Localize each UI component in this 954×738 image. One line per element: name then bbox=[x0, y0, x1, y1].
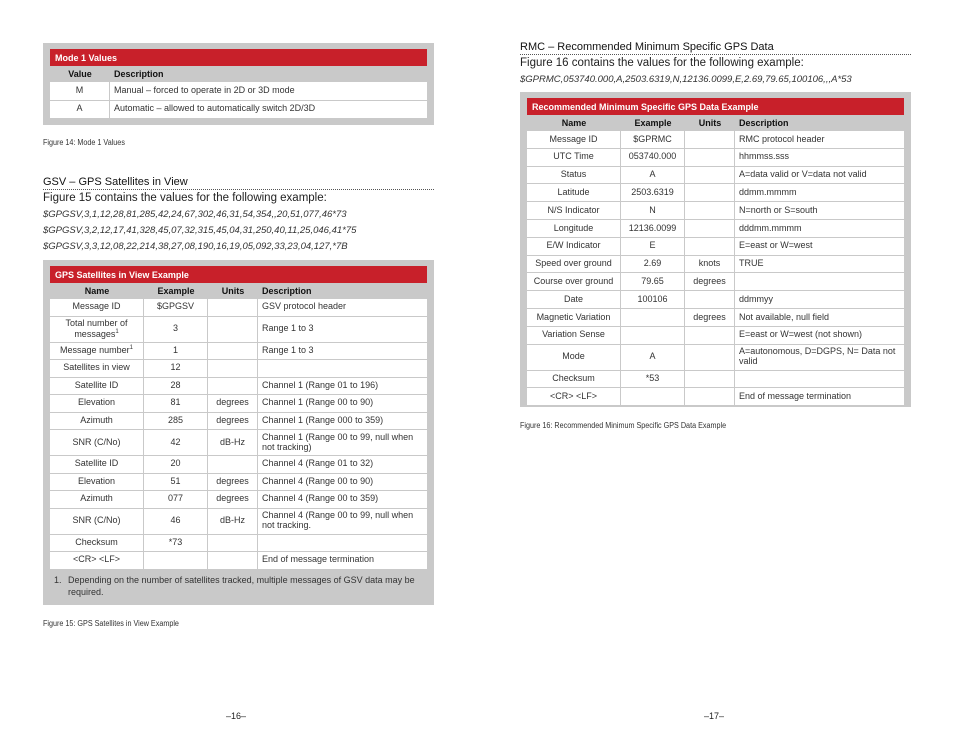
mode1-table-title: Mode 1 Values bbox=[50, 49, 427, 66]
cell-text: Course over ground bbox=[533, 275, 614, 286]
table-cell bbox=[144, 343, 208, 361]
cell-text: A bbox=[649, 169, 656, 180]
table-cell bbox=[50, 82, 110, 101]
header-units: Units bbox=[698, 118, 722, 128]
cell-text: 3 bbox=[172, 323, 178, 334]
table-row bbox=[50, 317, 427, 343]
table-cell bbox=[621, 149, 685, 167]
table-cell bbox=[50, 509, 144, 535]
gsv-example-3: $GPGSV,3,3,12,08,22,214,38,27,08,190,16,19,05,092,33,23,04,127,*7B bbox=[43, 241, 348, 252]
table-cell bbox=[208, 360, 258, 378]
rmc-table-box bbox=[520, 92, 911, 407]
table-cell bbox=[208, 343, 258, 361]
rmc-table-title: Recommended Minimum Specific GPS Data Example bbox=[527, 98, 904, 115]
table-cell bbox=[527, 291, 621, 309]
table-cell bbox=[258, 535, 427, 553]
cell-text: Channel 1 (Range 00 to 99, null when not tracking) bbox=[262, 431, 414, 452]
table-cell bbox=[208, 474, 258, 492]
table-row bbox=[527, 388, 904, 406]
gsv-table-box bbox=[43, 260, 434, 605]
table-cell bbox=[50, 430, 144, 456]
table-cell bbox=[258, 395, 427, 413]
figure16-caption: Figure 16: Recommended Minimum Specific GPS Data Example bbox=[520, 421, 727, 430]
cell-text: Range 1 to 3 bbox=[262, 323, 314, 334]
table-cell bbox=[50, 378, 144, 396]
table-cell bbox=[527, 309, 621, 327]
table-cell bbox=[258, 317, 427, 343]
table-cell bbox=[50, 413, 144, 431]
footnote-text: Depending on the number of satellites tracked, multiple messages of GSV data may be required. bbox=[68, 574, 415, 597]
cell-text: Range 1 to 3 bbox=[262, 344, 314, 355]
cell-text: ddmm.mmmm bbox=[739, 186, 797, 197]
cell-text: Channel 1 (Range 00 to 90) bbox=[262, 397, 374, 408]
rmc-example: $GPRMC,053740.000,A,2503.6319,N,12136.0099,E,2.69,79.65,100106,,,A*53 bbox=[520, 74, 852, 85]
cell-text: 100106 bbox=[637, 293, 668, 304]
table-cell bbox=[208, 378, 258, 396]
cell-text: E=east or W=west bbox=[739, 240, 813, 251]
table-cell bbox=[144, 317, 208, 343]
table-row bbox=[527, 184, 904, 202]
rmc-table-body bbox=[527, 131, 904, 406]
table-row bbox=[50, 491, 427, 509]
cell-text: Checksum bbox=[75, 536, 118, 547]
cell-text: 077 bbox=[167, 493, 184, 504]
table-cell bbox=[685, 220, 735, 238]
table-cell bbox=[527, 202, 621, 220]
table-cell bbox=[110, 101, 427, 120]
cell-text: Longitude bbox=[553, 222, 594, 233]
table-row bbox=[50, 343, 427, 361]
table-cell bbox=[258, 474, 427, 492]
footnote-marker: 1 bbox=[115, 328, 119, 335]
cell-text: SNR (C/No) bbox=[72, 436, 121, 447]
gsv-table-title: GPS Satellites in View Example bbox=[50, 266, 427, 283]
table-row bbox=[527, 220, 904, 238]
cell-text: Channel 1 (Range 000 to 359) bbox=[262, 414, 384, 425]
cell-text: degrees bbox=[693, 311, 726, 322]
table-cell bbox=[685, 345, 735, 371]
cell-text: Not available, null field bbox=[739, 311, 830, 322]
table-cell bbox=[144, 456, 208, 474]
table-row bbox=[50, 456, 427, 474]
table-cell bbox=[258, 491, 427, 509]
cell-text: <CR> <LF> bbox=[72, 554, 121, 565]
cell-text: Status bbox=[560, 169, 587, 180]
gsv-table bbox=[50, 283, 427, 570]
table-row bbox=[50, 299, 427, 317]
cell-text: Channel 4 (Range 00 to 99, null when not tracking. bbox=[262, 510, 414, 530]
gsv-example-1: $GPGSV,3,1,12,28,81,285,42,24,67,302,46,31,54,354,,20,51,077,46*73 bbox=[43, 209, 347, 220]
table-cell bbox=[50, 474, 144, 492]
table-cell bbox=[527, 167, 621, 185]
cell-text: 79.65 bbox=[641, 275, 664, 286]
header-description: Description bbox=[114, 69, 164, 79]
table-row bbox=[50, 82, 427, 101]
figure15-caption: Figure 15: GPS Satellites in View Example bbox=[43, 619, 179, 628]
cell-text: Elevation bbox=[77, 475, 116, 486]
cell-text: Satellite ID bbox=[74, 379, 119, 390]
cell-text: degrees bbox=[216, 475, 249, 486]
table-row bbox=[527, 131, 904, 149]
header-name: Name bbox=[84, 286, 110, 296]
cell-text: N bbox=[649, 204, 656, 215]
mode1-table bbox=[50, 66, 427, 119]
table-cell bbox=[208, 317, 258, 343]
cell-text: Automatic – allowed to automatically switch 2D/3D bbox=[114, 103, 316, 114]
cell-text: A bbox=[649, 351, 656, 362]
table-cell bbox=[144, 378, 208, 396]
cell-text: Channel 4 (Range 01 to 32) bbox=[262, 458, 374, 469]
table-cell bbox=[144, 535, 208, 553]
cell-text: degrees bbox=[216, 414, 249, 425]
table-row bbox=[527, 167, 904, 185]
table-cell bbox=[208, 509, 258, 535]
table-cell bbox=[50, 395, 144, 413]
table-cell bbox=[735, 131, 904, 149]
cell-text: Message ID bbox=[72, 301, 121, 312]
table-cell bbox=[208, 552, 258, 570]
cell-text: Total number of messages bbox=[65, 317, 128, 339]
table-cell bbox=[208, 413, 258, 431]
cell-text: *73 bbox=[168, 536, 183, 547]
cell-text: Satellites in view bbox=[63, 362, 130, 373]
table-cell bbox=[621, 184, 685, 202]
table-cell bbox=[685, 388, 735, 406]
table-row bbox=[50, 535, 427, 553]
cell-text: Message ID bbox=[549, 133, 598, 144]
cell-text: Date bbox=[563, 293, 583, 304]
table-cell bbox=[735, 202, 904, 220]
gsv-header-row bbox=[50, 283, 427, 299]
table-cell bbox=[735, 309, 904, 327]
cell-text: degrees bbox=[216, 493, 249, 504]
table-row bbox=[527, 238, 904, 256]
table-row bbox=[527, 149, 904, 167]
rmc-table bbox=[527, 115, 904, 406]
table-cell bbox=[735, 327, 904, 345]
cell-text: End of message termination bbox=[262, 554, 375, 565]
gsv-example-2: $GPGSV,3,2,12,17,41,328,45,07,32,315,45,04,31,250,40,11,25,046,41*75 bbox=[43, 225, 357, 236]
table-cell bbox=[144, 552, 208, 570]
gsv-heading: GSV – GPS Satellites in View bbox=[43, 176, 188, 188]
cell-text: knots bbox=[698, 258, 721, 269]
cell-text: Manual – forced to operate in 2D or 3D mode bbox=[114, 84, 295, 95]
table-cell bbox=[735, 149, 904, 167]
table-cell bbox=[50, 491, 144, 509]
cell-text: Magnetic Variation bbox=[536, 311, 611, 322]
cell-text: ddmmyy bbox=[739, 293, 774, 304]
table-cell bbox=[50, 101, 110, 120]
cell-text: degrees bbox=[693, 275, 726, 286]
cell-text: Azimuth bbox=[80, 414, 113, 425]
table-row bbox=[50, 360, 427, 378]
table-cell bbox=[258, 509, 427, 535]
footnote-number: 1. bbox=[54, 574, 62, 585]
table-cell bbox=[50, 535, 144, 553]
table-cell bbox=[621, 220, 685, 238]
table-cell bbox=[144, 474, 208, 492]
cell-text: dB-Hz bbox=[219, 436, 245, 447]
cell-text: *53 bbox=[645, 373, 660, 384]
cell-text: Variation Sense bbox=[542, 329, 605, 340]
cell-text: UTC Time bbox=[553, 151, 594, 162]
header-example: Example bbox=[634, 118, 672, 128]
page-number-left: –16– bbox=[226, 711, 247, 721]
page-number-right: –17– bbox=[704, 711, 725, 721]
figure14-caption: Figure 14: Mode 1 Values bbox=[43, 138, 125, 147]
cell-text: A bbox=[76, 103, 83, 114]
table-cell bbox=[527, 327, 621, 345]
rmc-heading: RMC – Recommended Minimum Specific GPS Data bbox=[520, 41, 774, 53]
cell-text: 51 bbox=[170, 475, 181, 486]
cell-text: GSV protocol header bbox=[262, 301, 347, 312]
table-cell bbox=[685, 149, 735, 167]
table-cell bbox=[527, 149, 621, 167]
header-units: Units bbox=[221, 286, 245, 296]
cell-text: <CR> <LF> bbox=[549, 390, 598, 401]
table-row bbox=[527, 345, 904, 371]
header-value: Value bbox=[68, 69, 92, 79]
table-row bbox=[527, 371, 904, 389]
table-row bbox=[50, 509, 427, 535]
table-row bbox=[50, 395, 427, 413]
table-row bbox=[50, 378, 427, 396]
table-cell bbox=[527, 388, 621, 406]
table-cell bbox=[685, 327, 735, 345]
table-cell bbox=[621, 167, 685, 185]
table-cell bbox=[685, 371, 735, 389]
table-cell bbox=[735, 238, 904, 256]
cell-text: Azimuth bbox=[80, 493, 113, 504]
rmc-heading-rule bbox=[520, 54, 911, 55]
gsv-intro: Figure 15 contains the values for the following example: bbox=[43, 192, 327, 204]
cell-text: hhmmss.sss bbox=[739, 151, 790, 162]
cell-text: 20 bbox=[170, 458, 181, 469]
table-cell bbox=[685, 291, 735, 309]
table-row bbox=[527, 256, 904, 274]
header-name: Name bbox=[561, 118, 587, 128]
cell-text: 285 bbox=[167, 414, 184, 425]
cell-text: SNR (C/No) bbox=[72, 515, 121, 526]
table-cell bbox=[621, 345, 685, 371]
table-cell bbox=[735, 220, 904, 238]
cell-text: N/S Indicator bbox=[547, 204, 600, 215]
cell-text: E bbox=[649, 240, 656, 251]
table-cell bbox=[208, 535, 258, 553]
table-cell bbox=[735, 184, 904, 202]
table-cell bbox=[110, 82, 427, 101]
cell-text: 2.69 bbox=[643, 258, 662, 269]
table-cell bbox=[685, 238, 735, 256]
table-row bbox=[50, 430, 427, 456]
table-cell bbox=[50, 317, 144, 343]
cell-text: 81 bbox=[170, 397, 181, 408]
cell-text: $GPGSV bbox=[156, 301, 194, 312]
table-row bbox=[50, 474, 427, 492]
table-cell bbox=[621, 273, 685, 291]
table-cell bbox=[735, 345, 904, 371]
table-cell bbox=[208, 430, 258, 456]
mode1-header-row bbox=[50, 66, 427, 82]
rmc-header-row bbox=[527, 115, 904, 131]
cell-text: 12 bbox=[170, 362, 181, 373]
table-cell bbox=[50, 299, 144, 317]
table-cell bbox=[685, 309, 735, 327]
table-cell bbox=[527, 256, 621, 274]
cell-text: A=data valid or V=data not valid bbox=[739, 169, 867, 180]
table-cell bbox=[621, 256, 685, 274]
table-cell bbox=[258, 343, 427, 361]
cell-text: Checksum bbox=[552, 373, 595, 384]
cell-text: Satellite ID bbox=[74, 458, 119, 469]
table-cell bbox=[144, 299, 208, 317]
header-description: Description bbox=[739, 118, 789, 128]
table-cell bbox=[144, 491, 208, 509]
table-cell bbox=[685, 184, 735, 202]
cell-text: 42 bbox=[170, 436, 181, 447]
cell-text: dB-Hz bbox=[219, 515, 245, 526]
cell-text: 053740.000 bbox=[628, 151, 677, 162]
cell-text: Channel 4 (Range 00 to 359) bbox=[262, 493, 379, 504]
mode1-table-body bbox=[50, 82, 427, 119]
footnote-marker: 1 bbox=[129, 345, 133, 352]
rmc-intro: Figure 16 contains the values for the following example: bbox=[520, 57, 804, 69]
table-cell bbox=[735, 371, 904, 389]
table-cell bbox=[258, 378, 427, 396]
table-cell bbox=[621, 327, 685, 345]
cell-text: Channel 4 (Range 00 to 90) bbox=[262, 475, 374, 486]
table-row bbox=[50, 101, 427, 120]
table-row bbox=[527, 291, 904, 309]
table-cell bbox=[208, 299, 258, 317]
cell-text: Channel 1 (Range 01 to 196) bbox=[262, 379, 379, 390]
cell-text: 1 bbox=[172, 344, 178, 355]
table-cell bbox=[621, 238, 685, 256]
cell-text: E=east or W=west (not shown) bbox=[739, 329, 863, 340]
table-cell bbox=[50, 343, 144, 361]
cell-text: 46 bbox=[170, 515, 181, 526]
table-cell bbox=[735, 167, 904, 185]
table-cell bbox=[735, 388, 904, 406]
cell-text: Mode bbox=[562, 351, 585, 362]
table-cell bbox=[258, 360, 427, 378]
table-cell bbox=[685, 256, 735, 274]
cell-text: Elevation bbox=[77, 397, 116, 408]
table-cell bbox=[621, 309, 685, 327]
header-description: Description bbox=[262, 286, 312, 296]
table-cell bbox=[144, 413, 208, 431]
cell-text: E/W Indicator bbox=[546, 240, 601, 251]
table-row bbox=[50, 413, 427, 431]
table-row bbox=[527, 202, 904, 220]
cell-text: End of message termination bbox=[739, 390, 852, 401]
cell-text: $GPRMC bbox=[633, 133, 672, 144]
table-cell bbox=[685, 131, 735, 149]
table-cell bbox=[621, 388, 685, 406]
table-cell bbox=[621, 131, 685, 149]
table-cell bbox=[144, 395, 208, 413]
table-cell bbox=[258, 456, 427, 474]
table-cell bbox=[258, 413, 427, 431]
table-cell bbox=[208, 395, 258, 413]
table-cell bbox=[208, 491, 258, 509]
table-cell bbox=[208, 456, 258, 474]
cell-text: TRUE bbox=[739, 258, 764, 269]
gsv-footnote bbox=[50, 570, 427, 598]
table-cell bbox=[258, 430, 427, 456]
table-row bbox=[527, 273, 904, 291]
table-cell bbox=[527, 184, 621, 202]
table-row bbox=[527, 327, 904, 345]
table-cell bbox=[50, 456, 144, 474]
cell-text: A=autonomous, D=DGPS, N= Data not valid bbox=[739, 346, 896, 367]
cell-text: M bbox=[75, 84, 84, 95]
table-cell bbox=[527, 238, 621, 256]
cell-text: degrees bbox=[216, 397, 249, 408]
table-cell bbox=[735, 256, 904, 274]
table-cell bbox=[621, 202, 685, 220]
table-cell bbox=[527, 345, 621, 371]
table-cell bbox=[685, 202, 735, 220]
table-cell bbox=[144, 360, 208, 378]
cell-text: 12136.0099 bbox=[628, 222, 677, 233]
table-cell bbox=[621, 371, 685, 389]
table-cell bbox=[50, 552, 144, 570]
mode1-table-box bbox=[43, 43, 434, 125]
cell-text: Message number bbox=[60, 345, 130, 356]
cell-text: Speed over ground bbox=[535, 258, 612, 269]
table-cell bbox=[621, 291, 685, 309]
header-example: Example bbox=[157, 286, 195, 296]
table-cell bbox=[50, 360, 144, 378]
cell-text: Latitude bbox=[557, 186, 590, 197]
cell-text: RMC protocol header bbox=[739, 133, 825, 144]
gsv-heading-rule bbox=[43, 189, 434, 190]
cell-text: dddmm.mmmm bbox=[739, 222, 802, 233]
table-cell bbox=[527, 131, 621, 149]
table-cell bbox=[144, 430, 208, 456]
table-row bbox=[527, 309, 904, 327]
cell-text: 2503.6319 bbox=[631, 186, 674, 197]
table-cell bbox=[258, 299, 427, 317]
table-cell bbox=[144, 509, 208, 535]
table-cell bbox=[258, 552, 427, 570]
table-cell bbox=[685, 273, 735, 291]
table-cell bbox=[735, 273, 904, 291]
table-cell bbox=[735, 291, 904, 309]
cell-text: N=north or S=south bbox=[739, 204, 818, 215]
gsv-table-body bbox=[50, 299, 427, 570]
cell-text: 28 bbox=[170, 379, 181, 390]
table-row bbox=[50, 552, 427, 570]
table-cell bbox=[527, 371, 621, 389]
table-cell bbox=[685, 167, 735, 185]
table-cell bbox=[527, 273, 621, 291]
table-cell bbox=[527, 220, 621, 238]
